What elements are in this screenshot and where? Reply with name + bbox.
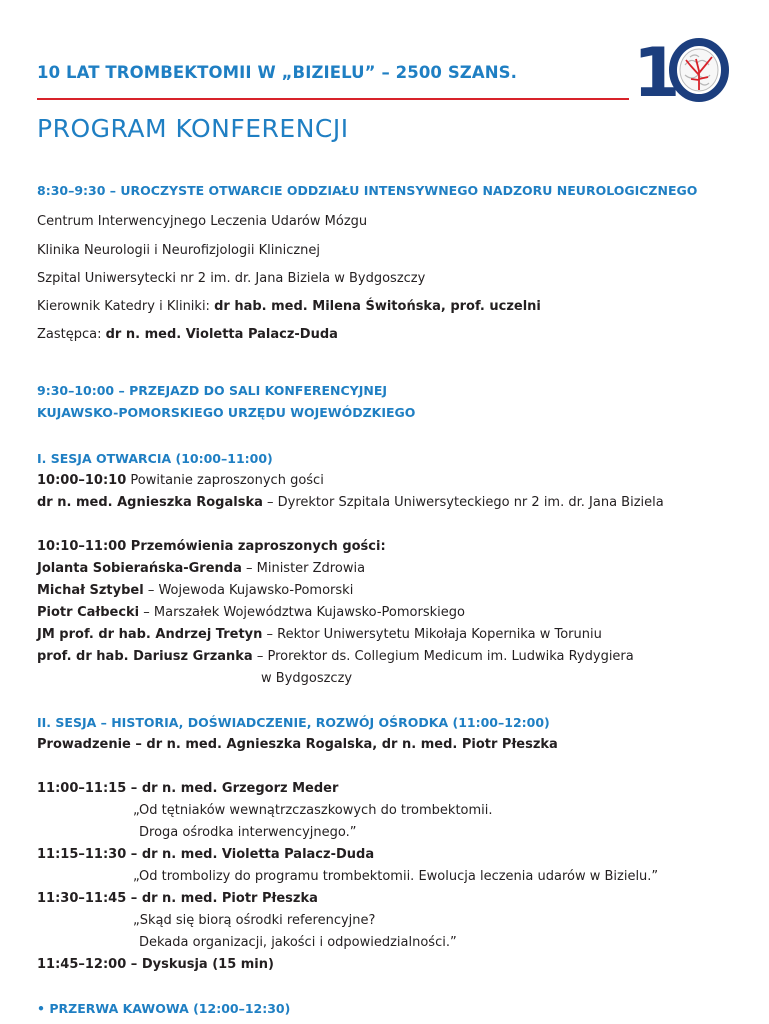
talk-3-title-line-2: Dekada organizacji, jakości i odpowiedzialności.” [139, 935, 457, 950]
director-line [37, 495, 664, 510]
coffee-break-text: PRZERWA KAWOWA (12:00–12:30) [49, 1001, 291, 1016]
guest-role: – Prorektor ds. Collegium Medicum im. Ludwika Rydygiera [252, 649, 634, 664]
guest-line [37, 583, 353, 598]
welcome-text: Powitanie zaproszonych gości [126, 473, 324, 488]
coffee-break-heading [37, 1001, 290, 1016]
head-of-clinic-label: Kierownik Katedry i Kliniki: [37, 299, 215, 314]
guest-name: prof. dr hab. Dariusz Grzanka [37, 649, 253, 664]
welcome-line [37, 473, 324, 488]
brain-zero-icon [673, 42, 725, 98]
talk-2-header-text: 11:15–11:30 – dr n. med. Violetta Palacz-Duda [37, 847, 375, 862]
talk-2-header [37, 847, 374, 862]
guest-name: JM prof. dr hab. Andrzej Tretyn [37, 627, 263, 642]
speeches-heading-text: 10:10–11:00 Przemówienia zaproszonych gości: [37, 539, 386, 554]
guest-role: – Minister Zdrowia [241, 561, 366, 576]
session-heading-opening-ward: 8:30–9:30 – UROCZYSTE OTWARCIE ODDZIAŁU INTENSYWNEGO NADZORU NEUROLOGICZNEGO [37, 183, 698, 198]
director-role: – Dyrektor Szpitala Uniwersyteckiego nr 2 im. dr. Jana Biziela [262, 495, 664, 510]
head-of-clinic-name: dr hab. med. Milena Świtońska, prof. uczelni [214, 299, 541, 314]
deputy-label: Zastępca: [37, 327, 106, 342]
head-of-clinic-line [37, 299, 541, 314]
clinic-name-line: Klinika Neurologii i Neurofizjologii Klinicznej [37, 243, 321, 258]
guest-role: – Wojewoda Kujawsko-Pomorski [143, 583, 354, 598]
session-1-heading: I. SESJA OTWARCIA (10:00–11:00) [37, 451, 273, 466]
transfer-heading-line-2: KUJAWSKO-POMORSKIEGO URZĘDU WOJEWÓDZKIEGO [37, 405, 416, 420]
talk-1-title-line-2: Droga ośrodka interwencyjnego.” [139, 825, 357, 840]
talk-1-header-text: 11:00–11:15 – dr n. med. Grzegorz Meder [37, 781, 339, 796]
anniversary-logo [630, 35, 730, 103]
guest-line [37, 627, 602, 642]
bullet-icon: • [37, 1001, 45, 1016]
chairs-text: Prowadzenie – dr n. med. Agnieszka Rogalska, dr n. med. Piotr Płeszka [37, 737, 558, 752]
guest-line [37, 605, 465, 620]
chairs-line [37, 737, 558, 752]
discussion-text: 11:45–12:00 – Dyskusja (15 min) [37, 957, 274, 972]
guest-name: Michał Sztybel [37, 583, 144, 598]
welcome-time: 10:00–10:10 [37, 473, 127, 488]
talk-3-title-line-1: „Skąd się biorą ośrodki referencyjne? [133, 913, 376, 928]
deputy-name: dr n. med. Violetta Palacz-Duda [105, 327, 338, 342]
session-2-heading: II. SESJA – HISTORIA, DOŚWIADCZENIE, ROZWÓJ OŚRODKA (11:00–12:00) [37, 715, 550, 730]
unit-name-line: Centrum Interwencyjnego Leczenia Udarów Mózgu [37, 214, 368, 229]
deputy-line [37, 327, 338, 342]
guest-name: Piotr Całbecki [37, 605, 140, 620]
guest-line [37, 649, 634, 664]
hospital-name-line: Szpital Uniwersytecki nr 2 im. dr. Jana Biziela w Bydgoszczy [37, 271, 426, 286]
speeches-heading [37, 539, 386, 554]
talk-3-header [37, 891, 318, 906]
talk-1-title-line-1: „Od tętniaków wewnątrzczaszkowych do trombektomii. [133, 803, 493, 818]
discussion-line [37, 957, 274, 972]
guest-name: Jolanta Sobierańska-Grenda [37, 561, 242, 576]
guest-role: – Marszałek Województwa Kujawsko-Pomorskiego [139, 605, 465, 620]
director-name: dr n. med. Agnieszka Rogalska [37, 495, 263, 510]
logo-digit-one: 1 [633, 35, 681, 103]
talk-1-header [37, 781, 338, 796]
guest-role-continuation: w Bydgoszczy [261, 671, 353, 686]
header-divider [37, 98, 629, 100]
program-heading: PROGRAM KONFERENCJI [37, 114, 349, 143]
guest-role: – Rektor Uniwersytetu Mikołaja Kopernika w Toruniu [262, 627, 602, 642]
conference-title: 10 LAT TROMBEKTOMII W „BIZIELU” – 2500 SZANS. [37, 63, 518, 82]
transfer-heading-line-1: 9:30–10:00 – PRZEJAZD DO SALI KONFERENCYJNEJ [37, 383, 388, 398]
talk-2-title: „Od trombolizy do programu trombektomii. Ewolucja leczenia udarów w Bizielu.” [133, 869, 659, 884]
talk-3-header-text: 11:30–11:45 – dr n. med. Piotr Płeszka [37, 891, 318, 906]
guest-line [37, 561, 365, 576]
